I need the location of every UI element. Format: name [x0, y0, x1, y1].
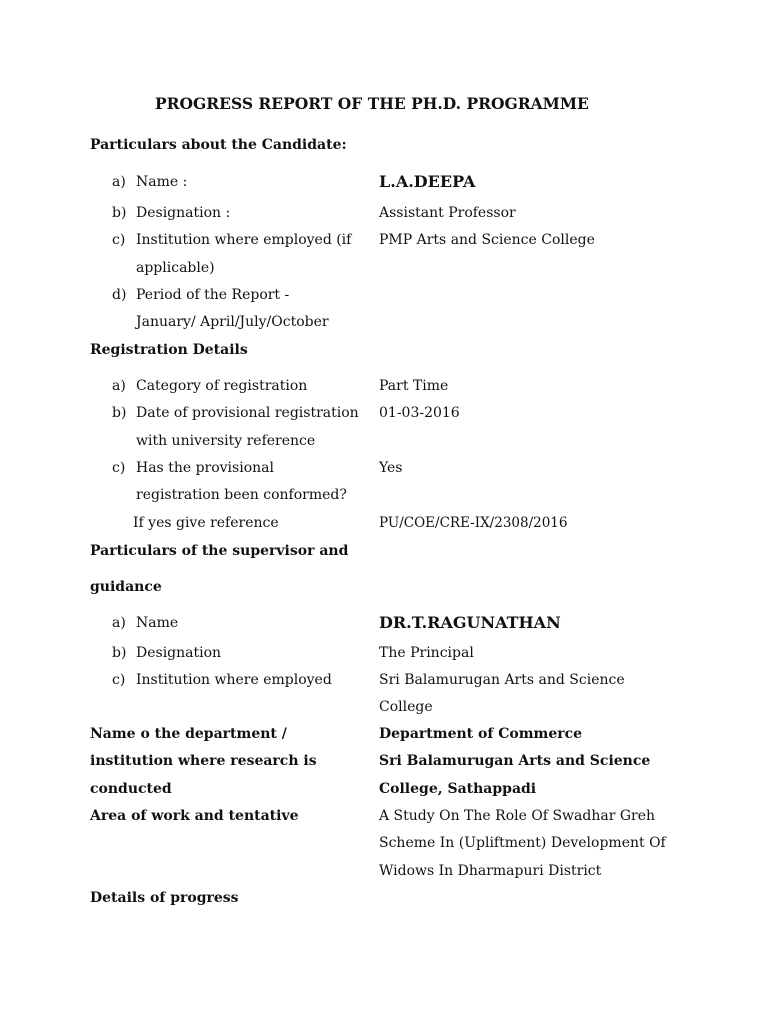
supervisor-c-marker: c)	[112, 672, 126, 688]
supervisor-name-label: Name	[136, 615, 179, 631]
candidate-d-marker: d)	[112, 287, 127, 303]
department-label-line3: conducted	[90, 781, 172, 797]
registration-confirmed-label-line2: registration been conformed?	[136, 487, 347, 503]
supervisor-name-value: DR.T.RAGUNATHAN	[379, 613, 561, 632]
candidate-period-label-line1: Period of the Report -	[136, 287, 290, 303]
candidate-c-marker: c)	[112, 232, 126, 248]
supervisor-designation-value: The Principal	[379, 645, 474, 661]
candidate-designation-value: Assistant Professor	[379, 205, 516, 221]
supervisor-heading-line2: guidance	[90, 579, 162, 595]
registration-category-label: Category of registration	[136, 378, 308, 394]
supervisor-institution-value-line2: College	[379, 699, 433, 715]
candidate-name-value: L.A.DEEPA	[379, 172, 476, 191]
registration-a-marker: a)	[112, 378, 126, 394]
progress-heading: Details of progress	[90, 890, 239, 906]
registration-b-marker: b)	[112, 405, 127, 421]
registration-confirmed-label-line1: Has the provisional	[136, 460, 274, 476]
candidate-a-marker: a)	[112, 174, 126, 190]
department-value-line1: Department of Commerce	[379, 726, 583, 742]
candidate-institution-value: PMP Arts and Science College	[379, 232, 595, 248]
area-label: Area of work and tentative	[90, 808, 299, 824]
registration-reference-value: PU/COE/CRE-IX/2308/2016	[379, 515, 568, 531]
registration-confirmed-value: Yes	[379, 460, 403, 476]
registration-c-marker: c)	[112, 460, 126, 476]
candidate-institution-label-line2: applicable)	[136, 260, 215, 276]
area-value-line2: Scheme In (Upliftment) Development Of	[379, 835, 666, 851]
department-label-line1: Name o the department /	[90, 726, 287, 742]
registration-date-label-line1: Date of provisional registration	[136, 405, 359, 421]
registration-category-value: Part Time	[379, 378, 449, 394]
registration-date-label-line2: with university reference	[136, 433, 316, 449]
supervisor-institution-label: Institution where employed	[136, 672, 332, 688]
department-label-line2: institution where research is	[90, 753, 317, 769]
supervisor-institution-value-line1: Sri Balamurugan Arts and Science	[379, 672, 625, 688]
candidate-name-label: Name :	[136, 174, 188, 190]
registration-date-value: 01-03-2016	[379, 405, 460, 421]
department-value-line3: College, Sathappadi	[379, 781, 537, 797]
department-value-line2: Sri Balamurugan Arts and Science	[379, 753, 651, 769]
candidate-institution-label-line1: Institution where employed (if	[136, 232, 352, 248]
supervisor-heading-line1: Particulars of the supervisor and	[90, 543, 349, 559]
candidate-heading: Particulars about the Candidate:	[90, 137, 347, 153]
candidate-designation-label: Designation :	[136, 205, 231, 221]
registration-reference-label: If yes give reference	[133, 515, 279, 531]
supervisor-b-marker: b)	[112, 645, 127, 661]
candidate-period-label-line2: January/ April/July/October	[136, 314, 329, 330]
registration-heading: Registration Details	[90, 342, 248, 358]
supervisor-designation-label: Designation	[136, 645, 222, 661]
area-value-line1: A Study On The Role Of Swadhar Greh	[379, 808, 656, 824]
supervisor-a-marker: a)	[112, 615, 126, 631]
area-value-line3: Widows In Dharmapuri District	[379, 863, 602, 879]
page-title: PROGRESS REPORT OF THE PH.D. PROGRAMME	[155, 94, 589, 113]
candidate-b-marker: b)	[112, 205, 127, 221]
